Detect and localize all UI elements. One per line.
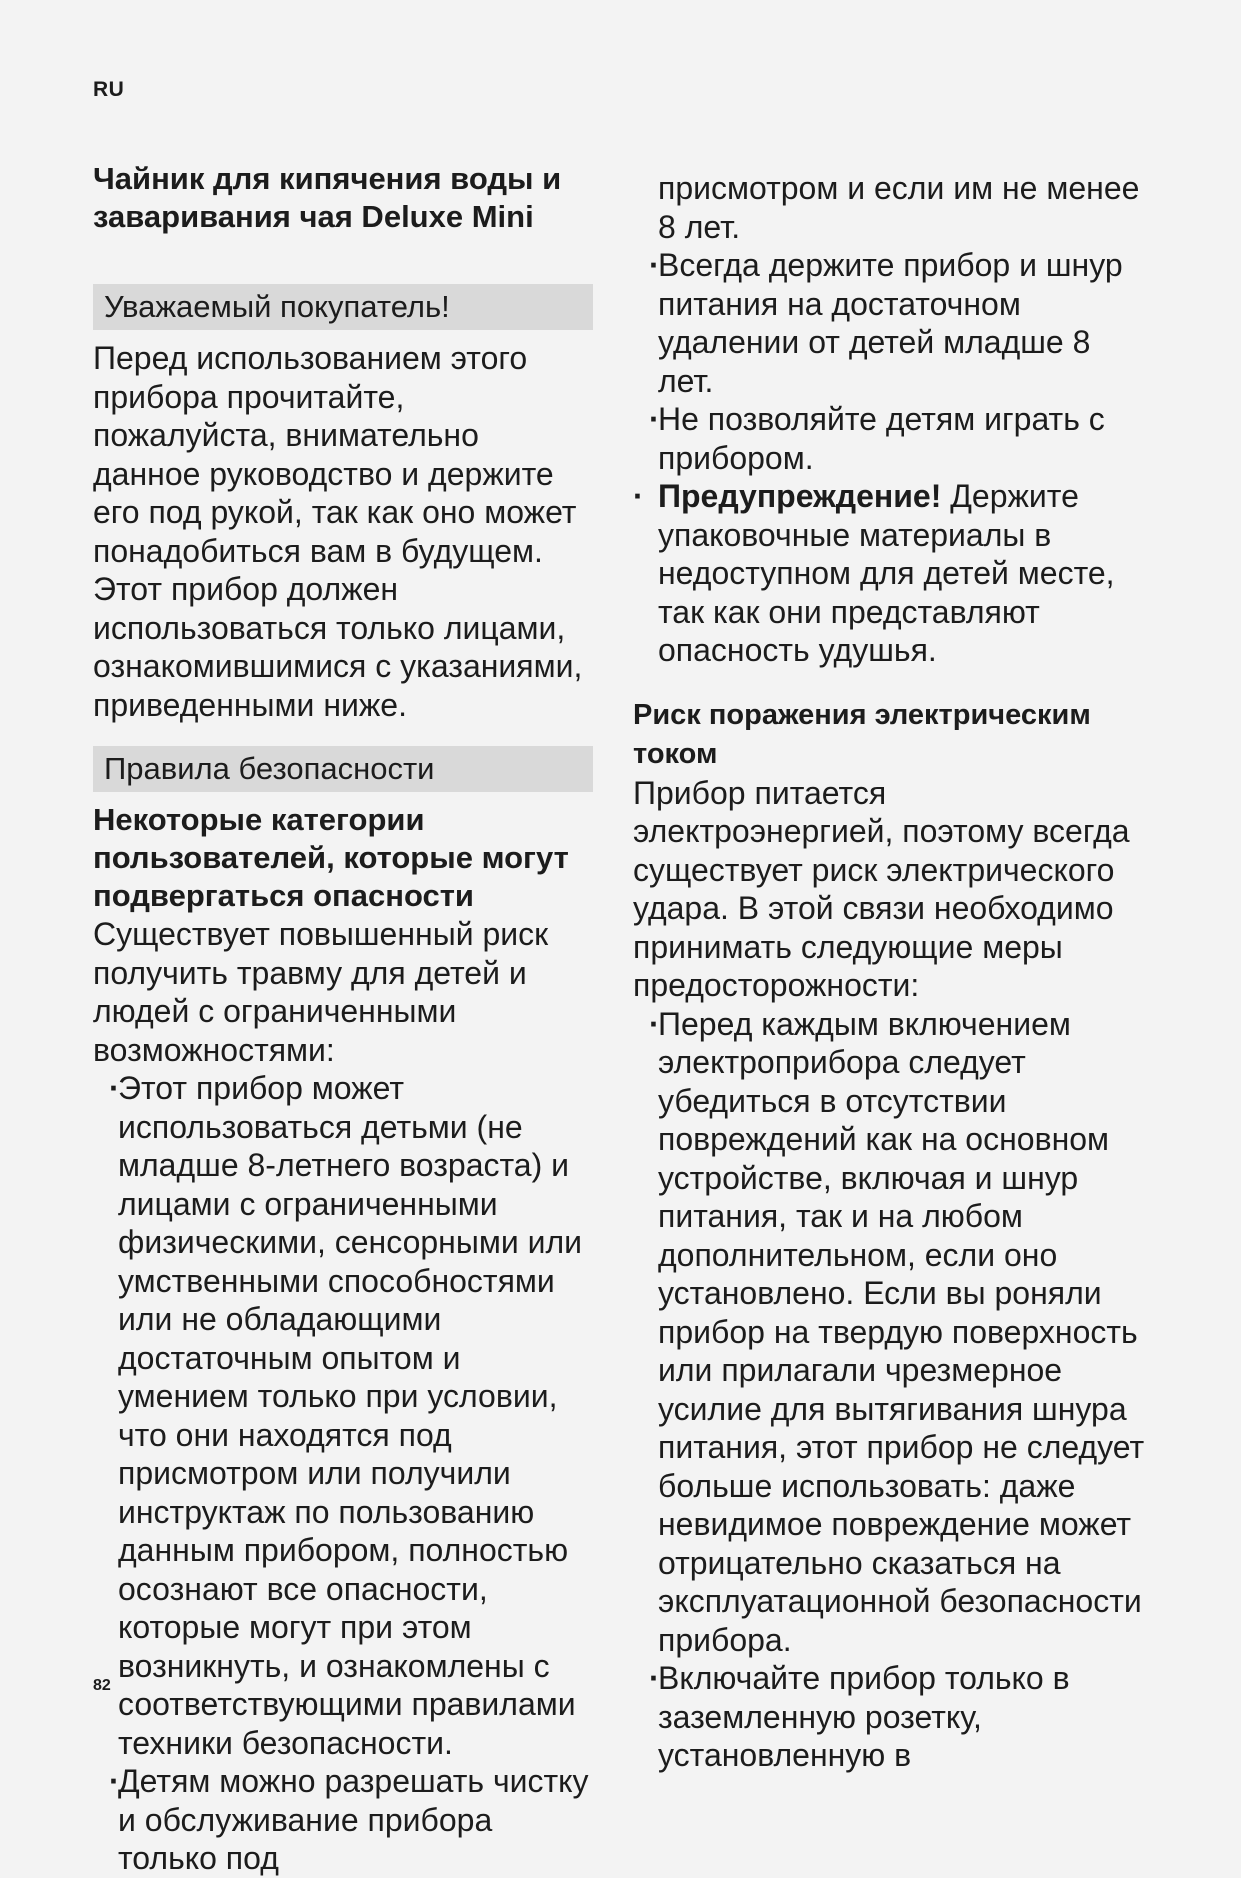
- language-code: RU: [93, 78, 125, 101]
- at-risk-bullet-list: [93, 1069, 593, 1878]
- at-risk-intro: Существует повышенный риск получить травму для детей и людей с ограниченными возможностями:: [93, 916, 549, 1068]
- list-item: · Не позволяйте детям играть с прибором.: [633, 400, 1153, 477]
- section-heading-safety-rules: Правила безопасности: [93, 746, 593, 792]
- intro-paragraph: Перед использованием этого прибора прочитайте, пожалуйста, внимательно данное руководство и держите его под рукой, так как оно может понадобиться вам в будущем. Этот прибор должен использоваться только лицами, ознакомившимися с указаниями, приведенными ниже.: [93, 340, 583, 723]
- warning-text: Держите упаковочные материалы в недоступном для детей месте, так как они представляют опасность удушья.: [658, 478, 1115, 668]
- subheading-electric-shock: Риск поражения электрическим током: [633, 698, 1091, 770]
- warning-list: [633, 477, 1153, 670]
- list-item: · Детям можно разрешать чистку и обслуживание прибора только под: [93, 1762, 593, 1878]
- list-item: · Перед каждым включением электроприбора следует убедиться в отсутствии повреждений как на основном устройстве, включая и шнур питания, так и на любом дополнительном, если оно установлено. Если вы роняли прибор на твердую поверхность или прилагали чрезмерное усилие для вытягивания шнура питания, этот прибор не следует больше использовать: даже невидимое повреждение может отрицательно сказаться на эксплуатационной безопасности прибора.: [633, 1005, 1153, 1660]
- continued-text: присмотром и если им не менее 8 лет.: [658, 170, 1140, 245]
- electric-intro: Прибор питается электроэнергией, поэтому всегда существует риск электрического удара. В этой связи необходимо принимать следующие меры предосторожности:: [633, 774, 1130, 1003]
- page-number: 82: [93, 1677, 111, 1694]
- section-heading-dear-customer: Уважаемый покупатель!: [93, 284, 593, 330]
- warning-item: [633, 477, 1153, 670]
- warning-label: Предупреждение!: [658, 478, 942, 514]
- children-bullet-list: [633, 246, 1153, 477]
- left-column: [93, 160, 593, 1878]
- electric-bullet-list: [633, 1005, 1153, 1775]
- list-item: · Включайте прибор только в заземленную розетку, установленную в: [633, 1659, 1153, 1775]
- right-column: [633, 169, 1153, 1775]
- list-item: · Всегда держите прибор и шнур питания на достаточном удалении от детей младше 8 лет.: [633, 246, 1153, 400]
- document-title: Чайник для кипячения воды и заваривания чая Deluxe Mini: [93, 161, 562, 234]
- list-item: · Этот прибор может использоваться детьми (не младше 8-летнего возраста) и лицами с ограниченными физическими, сенсорными или умственными способностями или не обладающими достаточным опытом и умением только при условии, что они находятся под присмотром или получили инструктаж по пользованию данным прибором, полностью осознают все опасности, которые могут при этом возникнуть, и ознакомлены с соответствующими правилами техники безопасности.: [93, 1069, 593, 1762]
- subheading-at-risk-users: Некоторые категории пользователей, которые могут подвергаться опасности: [93, 802, 569, 913]
